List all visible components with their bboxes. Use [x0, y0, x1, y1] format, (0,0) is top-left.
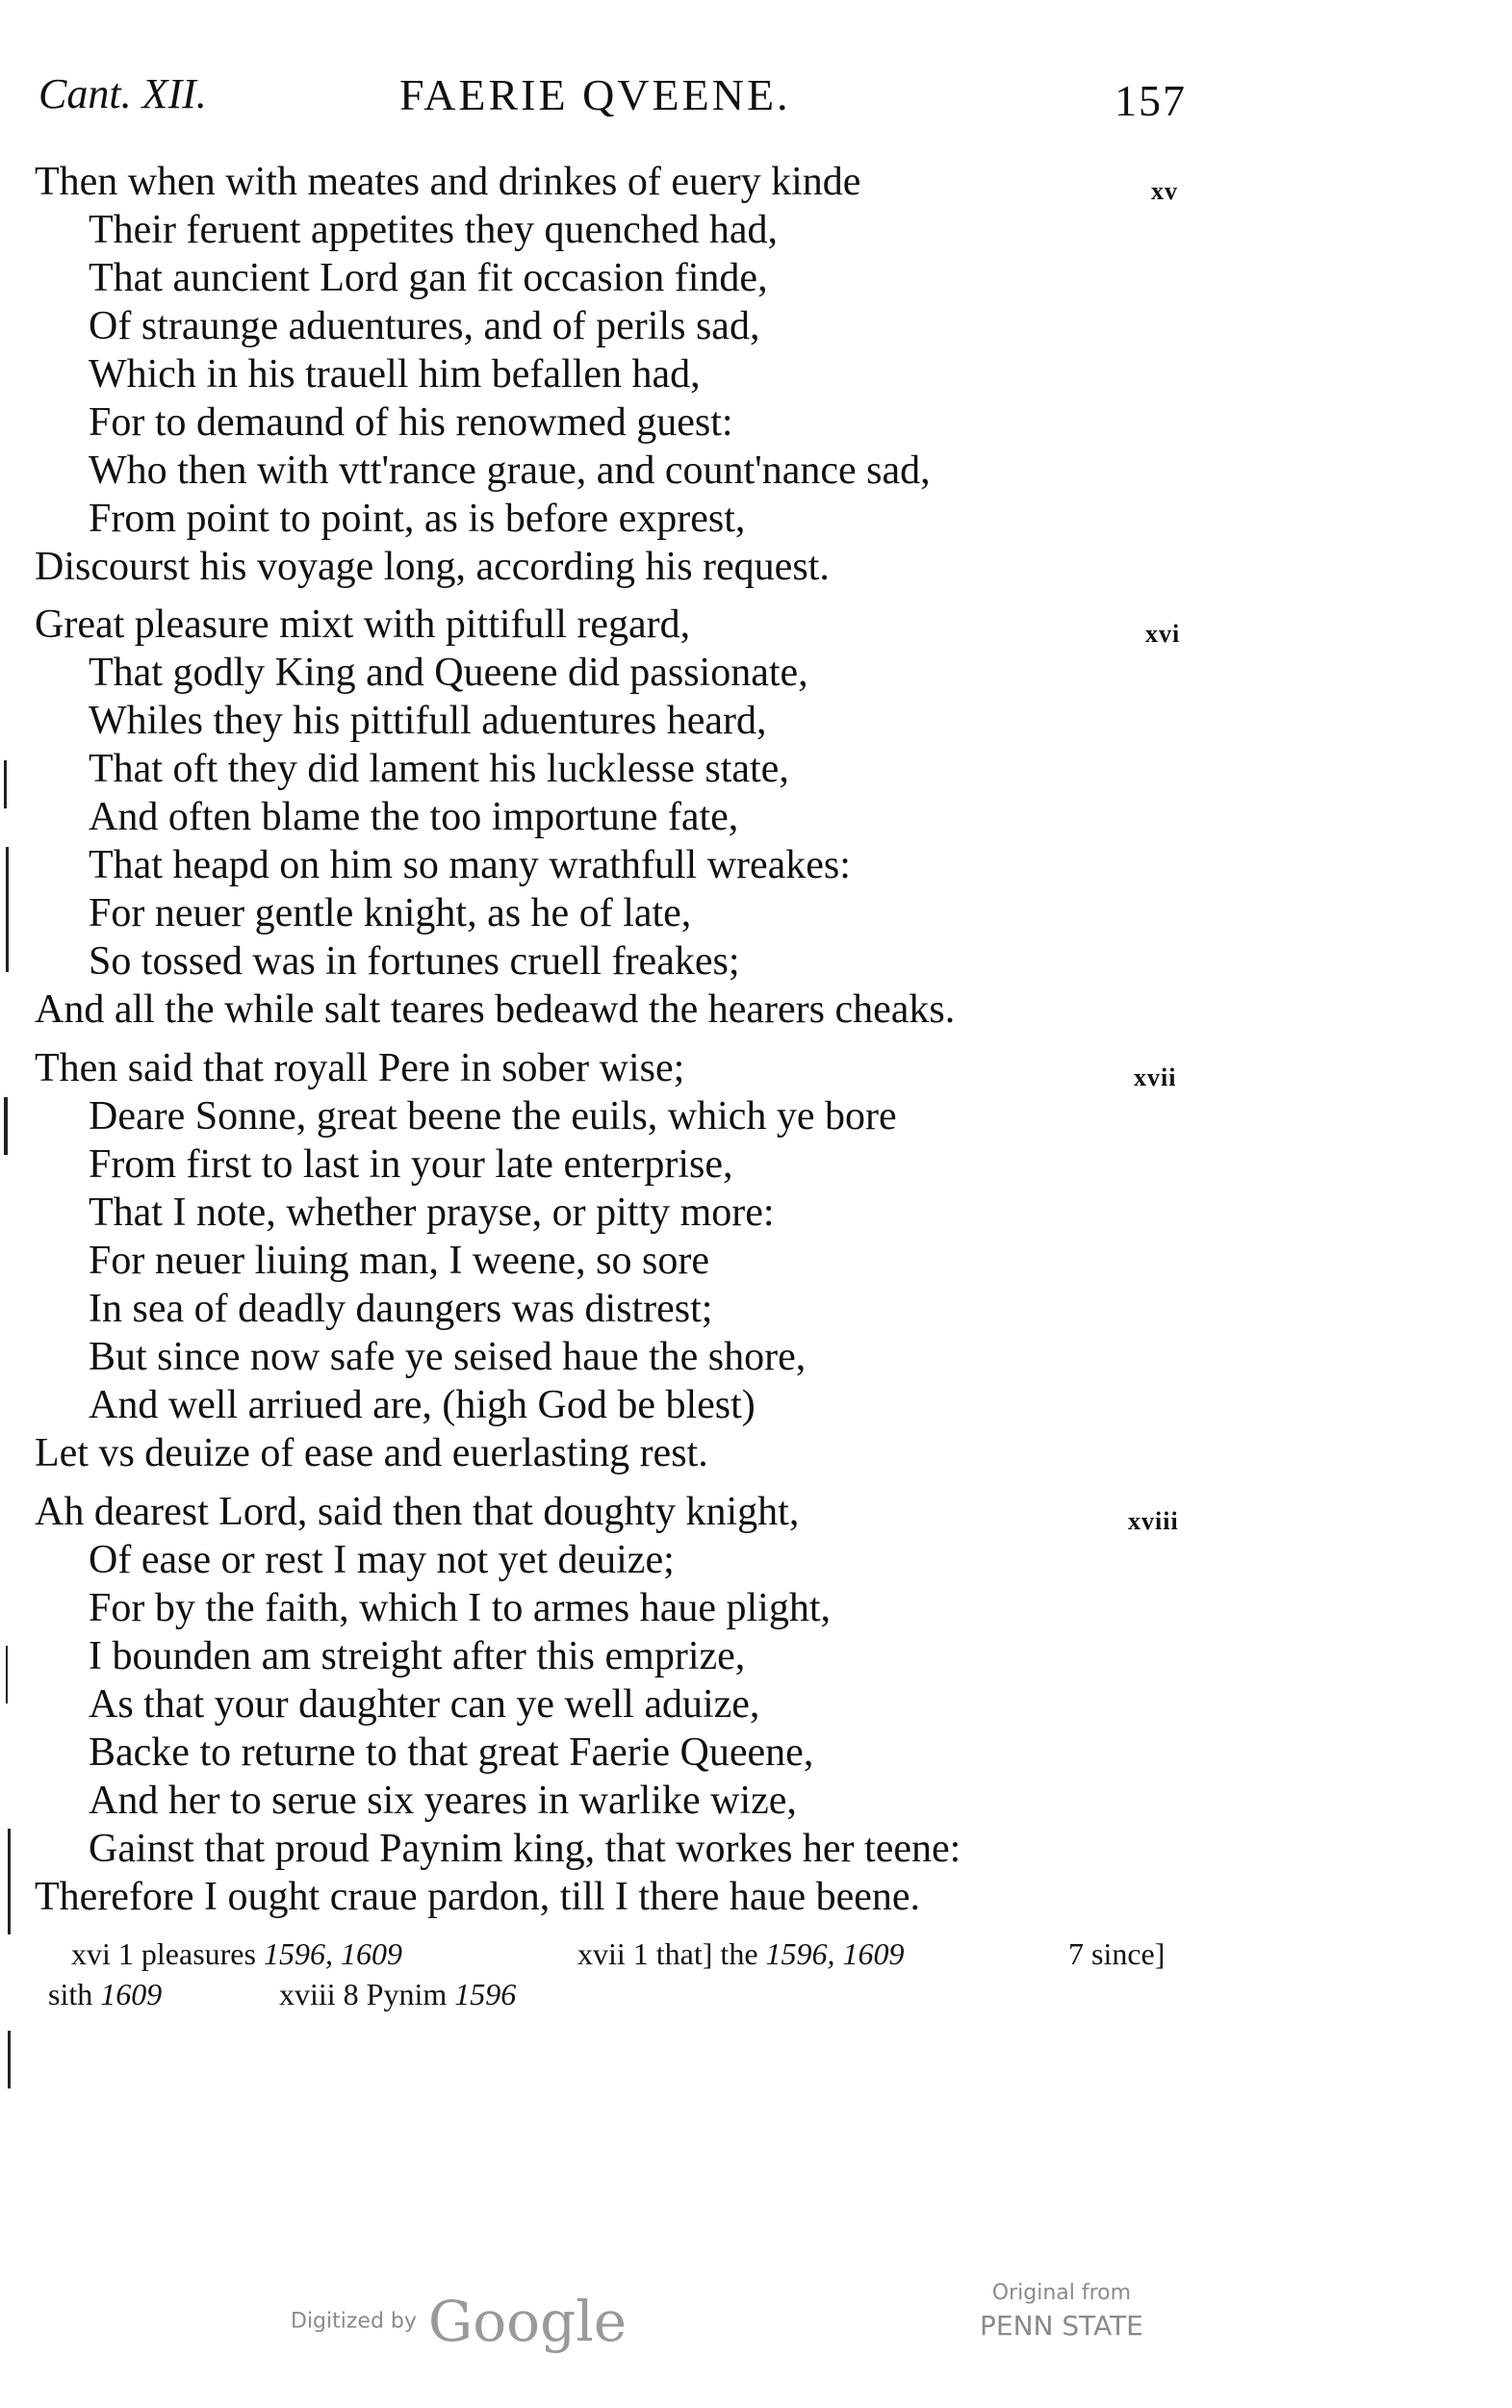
stanza-number: xv	[1151, 177, 1178, 205]
gutter-mark	[4, 760, 7, 808]
verse-line: For to demaund of his renowmed guest:	[89, 400, 733, 445]
verse-line: That heapd on him so many wrathfull wreakes:	[89, 843, 851, 887]
gutter-mark	[6, 847, 9, 972]
note-xvii-1	[577, 1936, 905, 1972]
verse-line: Let vs deuize of ease and euerlasting rest.	[35, 1431, 708, 1475]
note-ref: xvi 1 pleasures	[71, 1936, 256, 1971]
institution-label: PENN STATE	[980, 2310, 1143, 2342]
note-xviii-8	[279, 1977, 516, 2012]
source-watermark	[980, 2277, 1143, 2343]
note-years: 1596, 1609	[263, 1936, 402, 1971]
verse-line: And well arriued are, (high God be blest)	[89, 1383, 756, 1427]
stanza-number: xvii	[1134, 1063, 1177, 1091]
verse-line: From first to last in your late enterprise,	[89, 1142, 733, 1187]
verse-line: Deare Sonne, great beene the euils, which ye bore	[89, 1094, 897, 1139]
verse-line: Then said that royall Pere in sober wise;	[35, 1046, 685, 1090]
verse-line: And her to serue six yeares in warlike wize,	[89, 1779, 797, 1823]
gutter-mark	[8, 2031, 11, 2088]
verse-line: Ah dearest Lord, said then that doughty knight,	[35, 1490, 800, 1534]
page-number: 157	[1115, 76, 1187, 125]
verse-line: As that your daughter can ye well aduize,	[89, 1682, 760, 1727]
note-ref: 7 since]	[1068, 1936, 1166, 1971]
digitized-watermark	[291, 2289, 627, 2354]
original-from-label: Original from	[991, 2281, 1132, 2305]
google-logo: Google	[427, 2289, 628, 2354]
verse-line: For by the faith, which I to armes haue plight,	[89, 1586, 831, 1630]
verse-line: That I note, whether prayse, or pitty more:	[89, 1191, 775, 1235]
verse-line: Of ease or rest I may not yet deuize;	[89, 1538, 675, 1582]
note-years: 1596, 1609	[765, 1936, 905, 1971]
note-ref: xviii 8 Pynim	[279, 1977, 448, 2011]
gutter-mark	[8, 1829, 11, 1934]
note-xvii-7-cont	[48, 1977, 162, 2012]
note-reading: sith	[48, 1977, 93, 2011]
verse-line: And often blame the too importune fate,	[89, 795, 739, 839]
digitized-label: Digitized by	[291, 2309, 417, 2334]
note-xvii-7	[1068, 1936, 1165, 1972]
verse-line: That oft they did lament his lucklesse state,	[89, 747, 789, 791]
verse-line: Then when with meates and drinkes of euery kinde	[35, 160, 861, 204]
gutter-mark	[6, 1646, 8, 1704]
stanza-number: xvi	[1145, 620, 1181, 648]
verse-line: Gainst that proud Paynim king, that workes her teene:	[89, 1827, 961, 1871]
verse-line: Backe to returne to that great Faerie Queene,	[89, 1730, 814, 1775]
verse-line: So tossed was in fortunes cruell freakes;	[89, 939, 740, 984]
note-xvi-1	[71, 1936, 402, 1972]
verse-line: Therefore I ought craue pardon, till I there haue beene.	[35, 1875, 921, 1919]
verse-line: That godly King and Queene did passionate,	[89, 651, 808, 695]
verse-line: Discourst his voyage long, according his request.	[35, 545, 830, 589]
stanza-number: xviii	[1128, 1507, 1179, 1535]
verse-line: From point to point, as is before exprest,	[89, 497, 746, 541]
note-years: 1596	[454, 1977, 517, 2011]
verse-line: Who then with vtt'rance graue, and count'nance sad,	[89, 448, 931, 493]
verse-line: In sea of deadly daungers was distrest;	[89, 1287, 713, 1331]
verse-line: Their feruent appetites they quenched had,	[89, 208, 779, 252]
verse-line: Which in his trauell him befallen had,	[89, 352, 701, 397]
note-years: 1609	[100, 1977, 163, 2011]
verse-line: Of straunge aduentures, and of perils sad,	[89, 304, 760, 348]
running-title: FAERIE QVEENE.	[399, 70, 791, 119]
verse-line: Great pleasure mixt with pittifull regard,	[35, 602, 691, 647]
verse-line: Whiles they his pittifull aduentures heard,	[89, 699, 767, 743]
verse-line: That auncient Lord gan fit occasion finde,	[89, 256, 768, 300]
canto-label: Cant. XII.	[38, 70, 207, 117]
verse-line: I bounden am streight after this emprize,	[89, 1634, 746, 1678]
note-ref: xvii 1 that] the	[577, 1936, 758, 1971]
verse-line: For neuer gentle knight, as he of late,	[89, 891, 692, 935]
verse-line: And all the while salt teares bedeawd the hearers cheaks.	[35, 987, 956, 1032]
gutter-mark	[4, 1097, 8, 1155]
page-header	[0, 69, 1512, 127]
verse-line: But since now safe ye seised haue the shore,	[89, 1335, 807, 1379]
verse-line: For neuer liuing man, I weene, so sore	[89, 1239, 709, 1283]
